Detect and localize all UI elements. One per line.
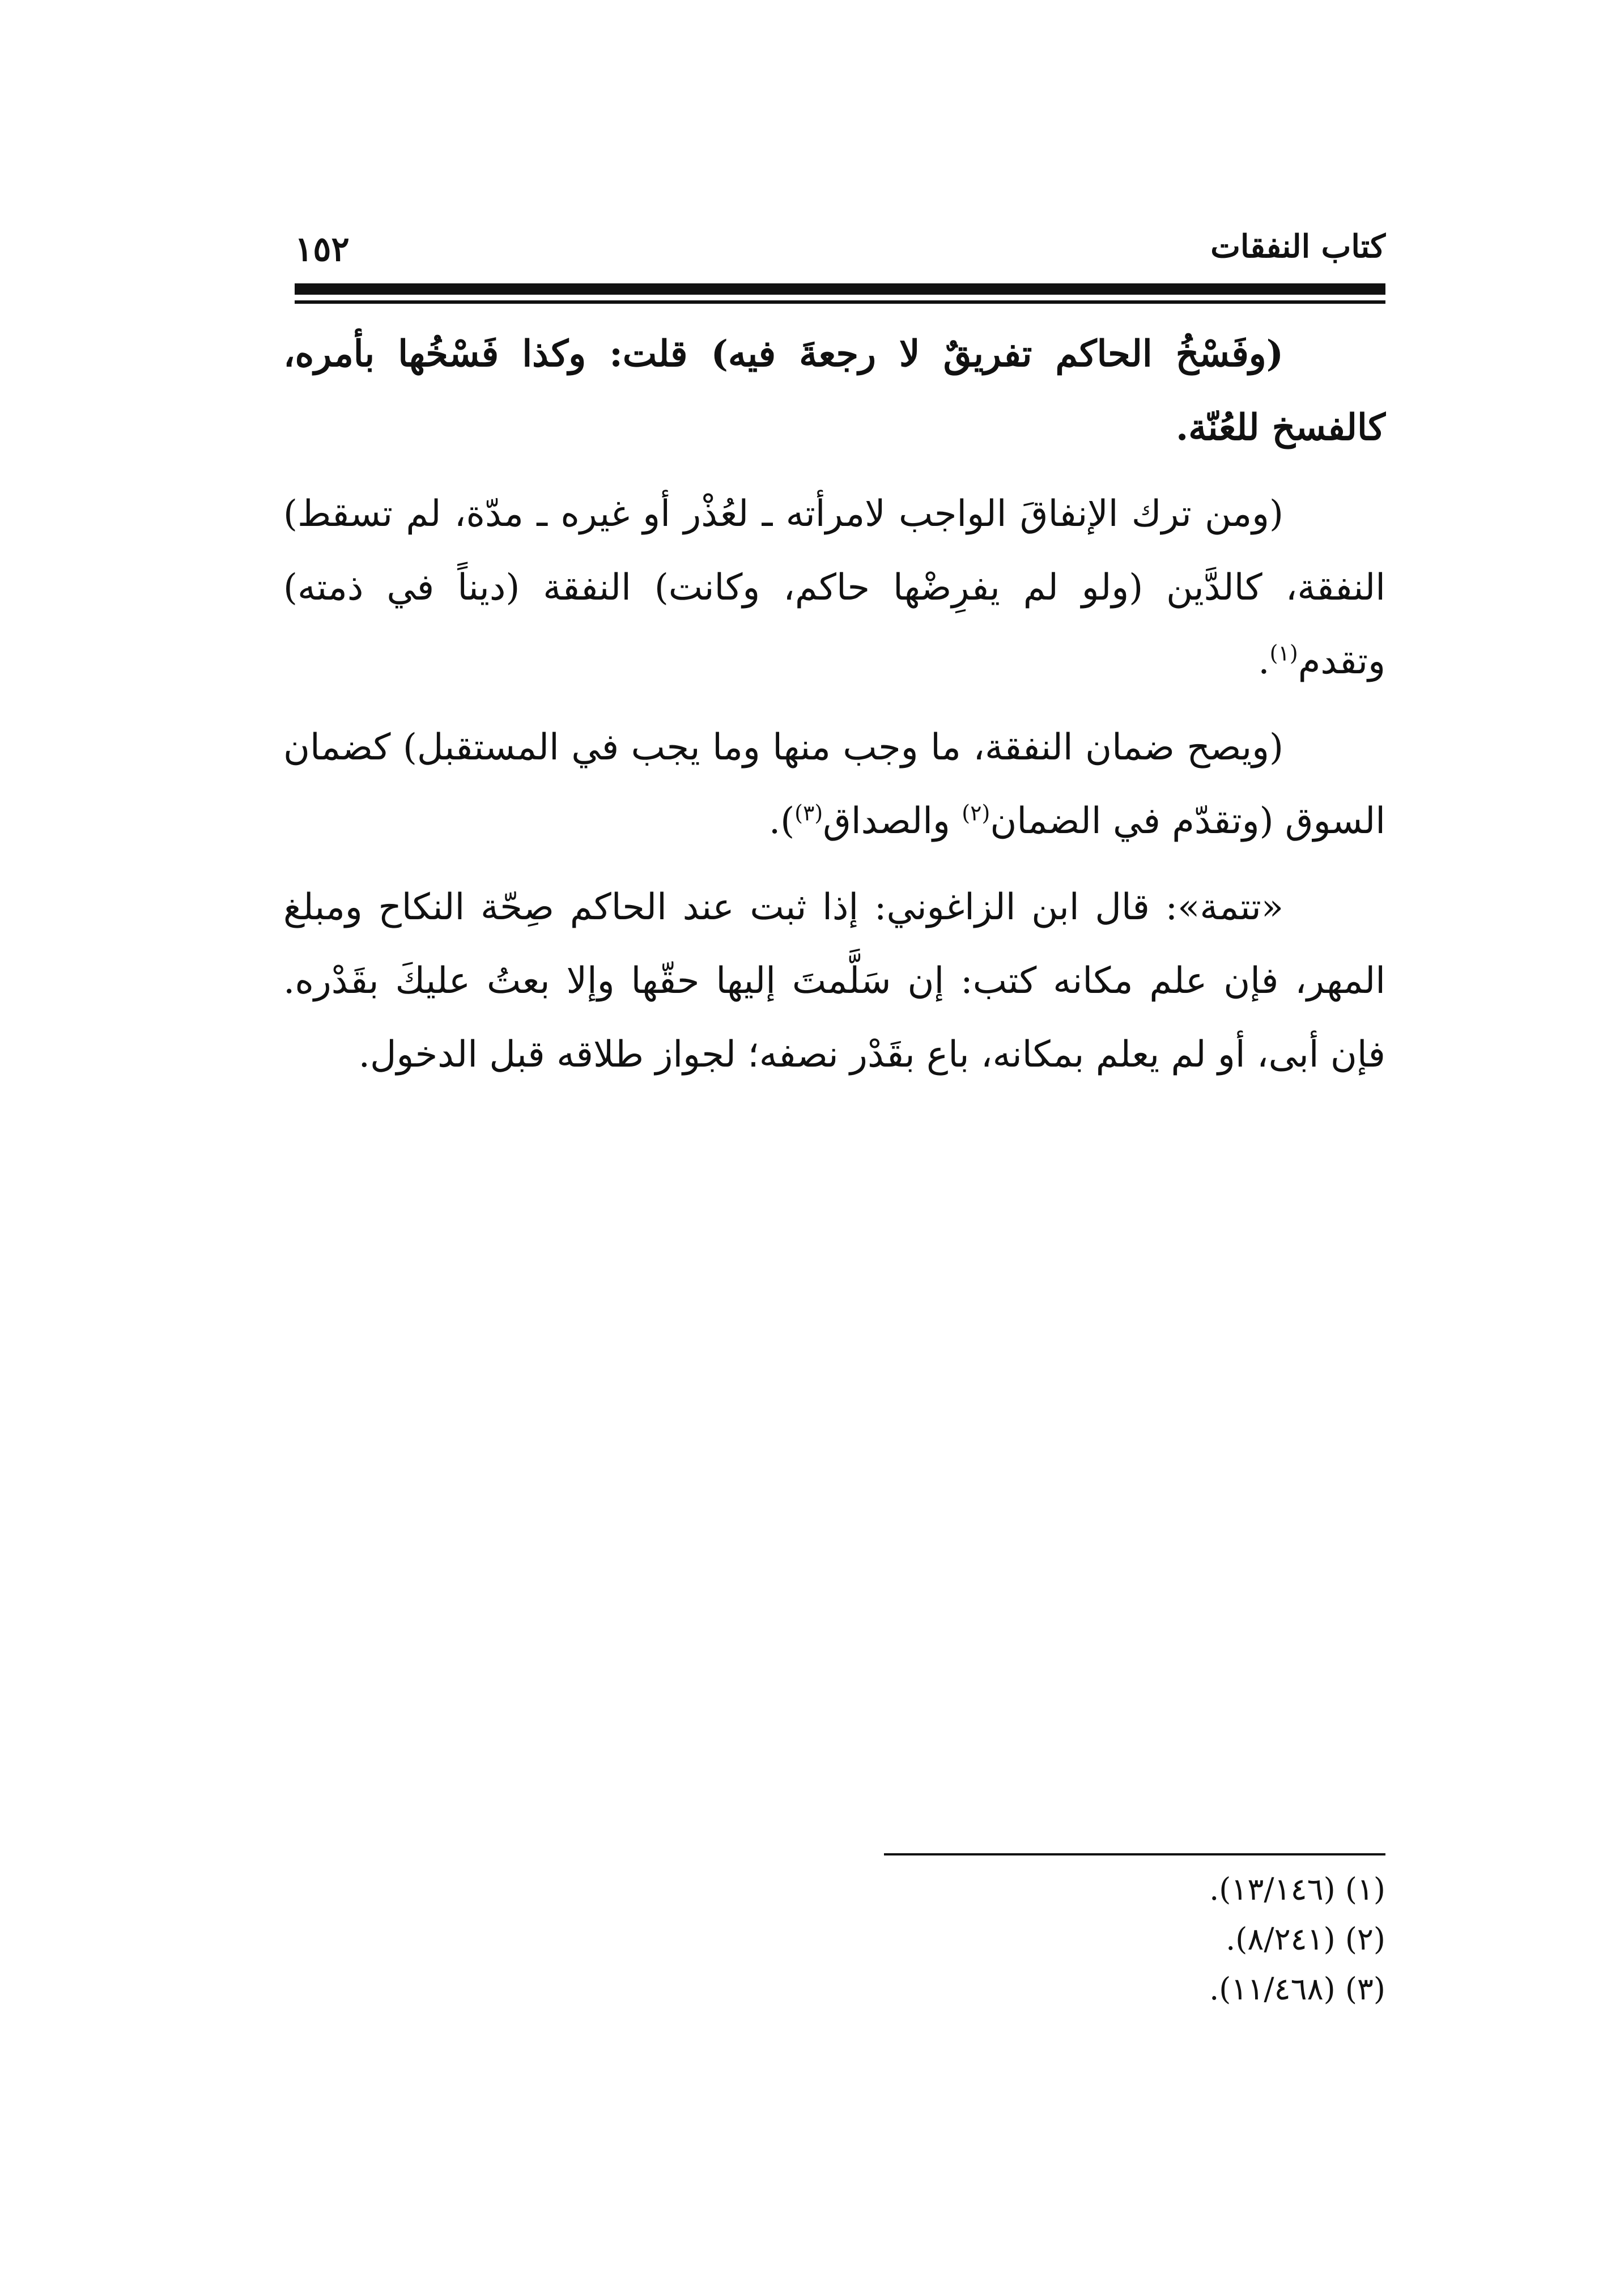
paragraph-3-text: (ويصح ضمان النفقة، ما وجب منها وما يجب في المستقبل) كضمان السوق (وتقدّم في الضمان [283, 727, 1385, 842]
header-rule-thin [295, 300, 1385, 304]
paragraph-2 [283, 477, 1385, 698]
footnote-ref-3: (٣) [794, 800, 823, 826]
main-text [283, 317, 1385, 1104]
footnote-ref-1: (١) [1269, 640, 1298, 666]
paragraph-2-end: . [1258, 640, 1270, 682]
paragraph-3 [283, 711, 1385, 858]
paragraph-4 [283, 871, 1385, 1092]
paragraph-2-text: (ومن ترك الإنفاقَ الواجب لامرأته ـ لعُذْر أو غيره ـ مدّة، لم تسقط) النفقة، كالدَّين (ولو لم يفرِضْها حاكم، وكانت) النفقة (ديناً في ذمته) وتقدم [283, 493, 1385, 682]
footnote-1: (١) (١٣/١٤٦). [1209, 1871, 1385, 1907]
chapter-title: كتاب النفقات [1210, 228, 1385, 265]
page-header [295, 221, 1385, 272]
page-number: ١٥٢ [295, 230, 350, 269]
paragraph-4-text: «تتمة»: قال ابن الزاغوني: إذا ثبت عند الحاكم صِحّة النكاح ومبلغ المهر، فإن علم مكانه كتب: إن سَلَّمتَ إليها حقّها وإلا بعتُ عليكَ بقَدْره. فإن أبى، أو لم يعلم بمكانه، باع بقَدْر نصفه؛ لجواز طلاقه قبل الدخول. [283, 886, 1385, 1076]
paragraph-3-end: ). [768, 800, 795, 842]
paragraph-1-text: (وفَسْخُ الحاكم تفريقٌ لا رجعةَ فيه) قلت: وكذا فَسْخُها بأمره، كالفسخ للعُنّة. [283, 333, 1385, 449]
header-rule-thick [295, 283, 1385, 295]
paragraph-3-mid: والصداق [823, 800, 962, 842]
paragraph-1 [283, 317, 1385, 465]
footnote-separator [884, 1853, 1385, 1855]
footnote-2: (٢) (٨/٢٤١). [1226, 1921, 1385, 1957]
footnote-3: (٣) (١١/٤٦٨). [1209, 1971, 1385, 2007]
footnotes [884, 1865, 1385, 2014]
footnote-ref-2: (٢) [962, 800, 990, 826]
